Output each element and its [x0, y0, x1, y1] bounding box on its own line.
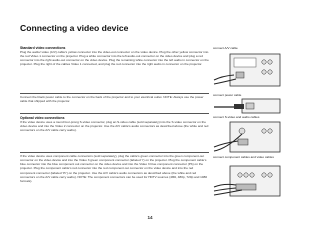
- figure-caption: connect S-video and audio cables: [213, 115, 260, 119]
- section-heading: Standard video connections: [20, 46, 66, 50]
- standard-connections-section: [20, 46, 209, 67]
- power-paragraph-block: [20, 95, 209, 103]
- av-cable-illustration: [212, 50, 284, 90]
- optional-connections-section: [20, 116, 209, 132]
- divider: [20, 113, 209, 114]
- svideo-cable-illustration: [212, 119, 284, 155]
- divider: [20, 152, 209, 153]
- figure-caption: connect A/V cable: [213, 46, 238, 50]
- paragraph: If the video device uses a round four-prong S-video connector, plug an S-video cable (sold separately) into the S-video connector on the video device and into the Video 2 connector on the projector. Use the A/V cable's audio connectors as described above (the white and red connectors on the A/V cable carry audio).: [20, 120, 209, 133]
- component-cable-illustration: [212, 163, 284, 199]
- divider: [20, 93, 209, 94]
- component-paragraph-block: [20, 154, 209, 183]
- power-cable-illustration: [212, 97, 284, 115]
- paragraph: If the video device uses component cable connectors (sold separately), plug the cable's green connector into the green component-out connector on the video device and into the Video 3 green component connector (labeled Y) on the projector. Plug the component cable's blue connector into the blue component out connector on the video device and into the Video 3 blue component connector (Pb) on the projector. Plug the component cable's red connector into the red component out connector on the video device and into the red component connector (labeled 'Pr') on the projector. Use the A/V cable's audio connectors as described above (the white and red connectors on the A/V cable carry audio). NOTE: The component connectors can be used for HDTV sources (480i, 480p, 720p and 1080 formats).: [20, 154, 208, 183]
- page-number: 14: [147, 215, 153, 220]
- page-title: Connecting a video device: [20, 23, 129, 33]
- paragraph: Plug the audio/ video (A/V) cable's yellow connector into the video-out connector on the video device. Plug the other yellow connector into the red Video 1 connector on the projector. Plug a white connector into the left audio-out connector on the video device and plug a red connector into the right audio-out connector on the video device. Plug the remaining white connector into the left audio in connector on the projector. Plug the right of the cables Video 1 connected, and plug the red connector into the right audio in connector on the projector.: [20, 50, 209, 67]
- figure-caption: connect power cable: [213, 93, 242, 97]
- paragraph: Connect the black power cable to the connector on the back of the projector and to your electrical outlet. NOTE: Always use the power cable that shipped with the projector.: [20, 95, 204, 104]
- figure-caption: connect component cables and video cables: [213, 155, 274, 159]
- section-heading: Optional video connections: [20, 116, 65, 120]
